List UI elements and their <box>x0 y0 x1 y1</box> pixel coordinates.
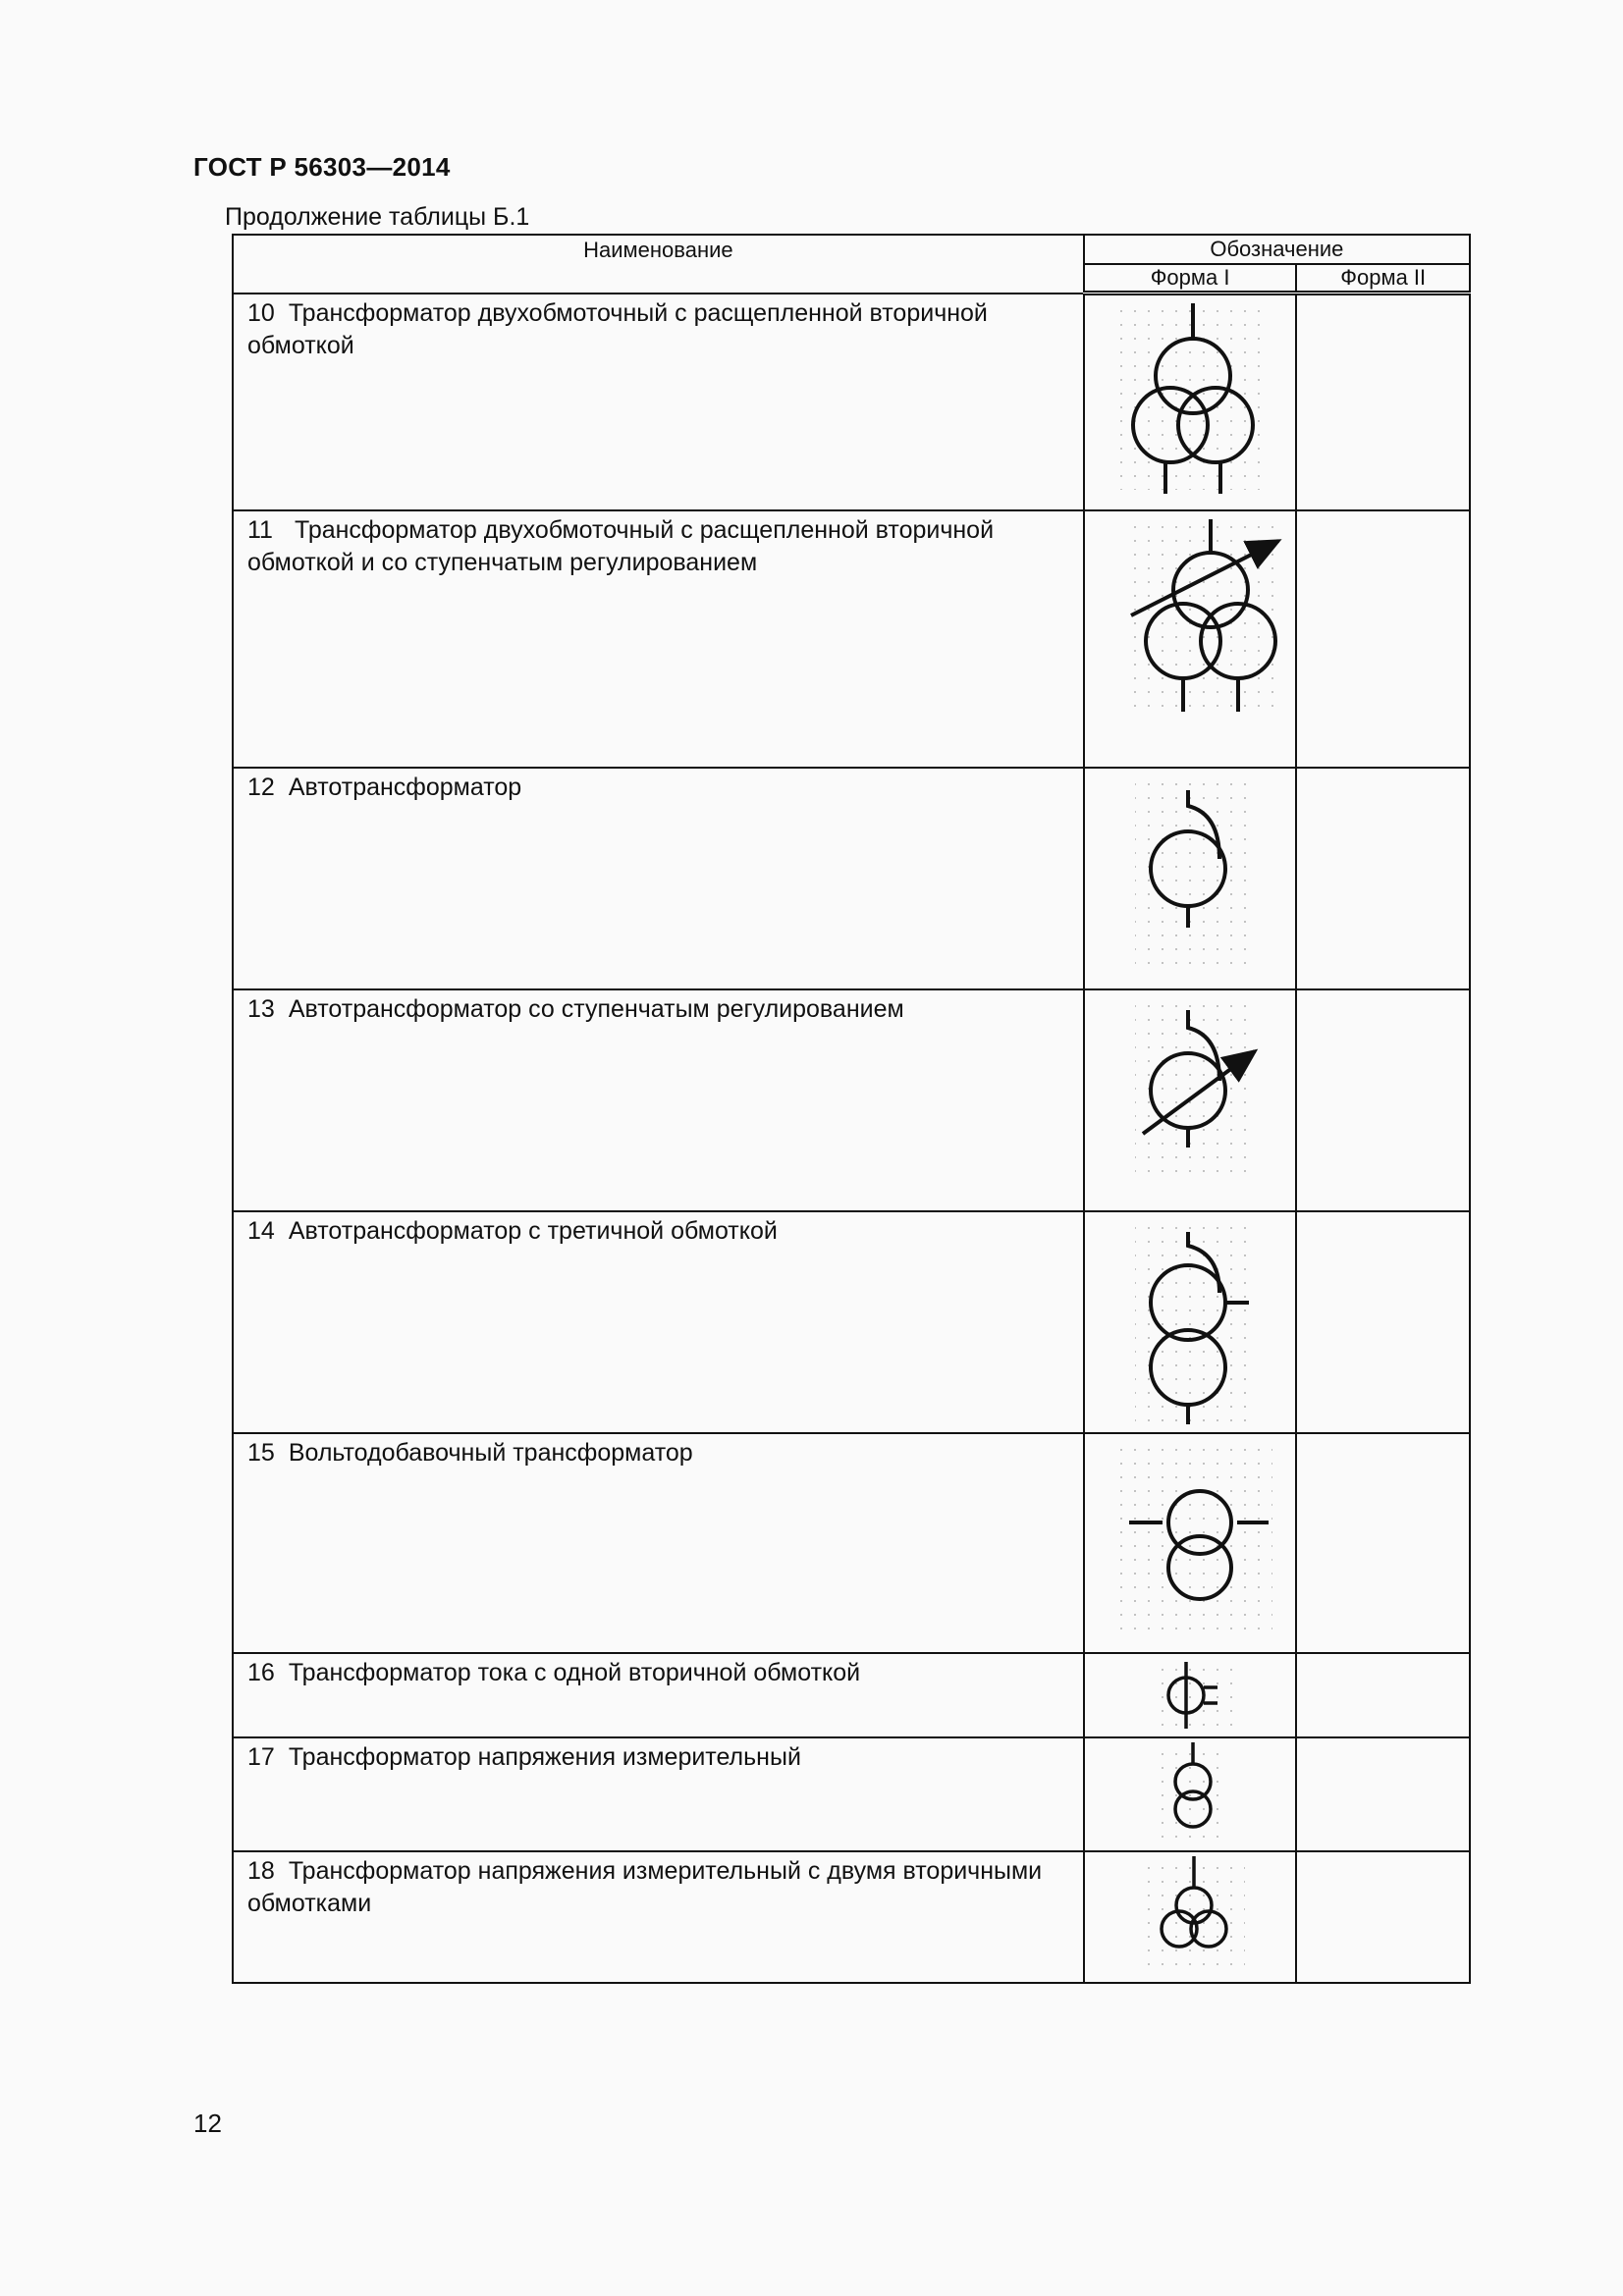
form2-cell <box>1296 1851 1470 1983</box>
row-name: Трансформатор тока с одной вторичной обмоткой <box>288 1658 861 1686</box>
row-name-cell <box>233 1653 1084 1737</box>
table-row <box>233 1851 1470 1983</box>
voltage-transformer-two-secondary-icon <box>1092 1852 1288 1978</box>
header-designation: Обозначение <box>1084 235 1470 264</box>
table-row <box>233 1737 1470 1851</box>
form1-symbol-cell <box>1084 510 1297 768</box>
split-secondary-transformer-icon <box>1092 295 1288 497</box>
form1-symbol-cell <box>1084 768 1297 989</box>
voltage-transformer-icon <box>1092 1738 1288 1848</box>
table-row <box>233 1211 1470 1433</box>
row-name: Автотрансформатор со ступенчатым регулированием <box>288 994 904 1023</box>
row-name: Трансформатор напряжения измерительный <box>288 1742 801 1771</box>
table-row <box>233 768 1470 989</box>
table-row <box>233 294 1470 510</box>
row-number: 14 <box>247 1216 275 1245</box>
row-name: Автотрансформатор <box>288 773 522 801</box>
form2-cell <box>1296 1211 1470 1433</box>
header-form2: Форма II <box>1296 264 1470 294</box>
form2-cell <box>1296 1737 1470 1851</box>
form2-cell <box>1296 768 1470 989</box>
table-row <box>233 989 1470 1211</box>
row-name-cell <box>233 989 1084 1211</box>
row-number: 13 <box>247 994 275 1023</box>
row-name-cell <box>233 1851 1084 1983</box>
symbols-table <box>232 234 1471 1984</box>
document-code: ГОСТ Р 56303—2014 <box>193 152 451 182</box>
table-row <box>233 510 1470 768</box>
current-transformer-icon <box>1092 1654 1288 1735</box>
form1-symbol-cell <box>1084 294 1297 510</box>
table-row <box>233 1433 1470 1653</box>
row-name: Трансформатор напряжения измерительный с двумя вторичными обмотками <box>247 1856 1043 1917</box>
row-name-cell <box>233 1211 1084 1433</box>
row-number: 18 <box>247 1856 275 1885</box>
row-number: 17 <box>247 1742 275 1771</box>
form1-symbol-cell <box>1084 1851 1297 1983</box>
row-name: Трансформатор двухобмоточный с расщепленной вторичной обмоткой <box>247 298 988 359</box>
form2-cell <box>1296 294 1470 510</box>
row-name-cell <box>233 768 1084 989</box>
row-number: 11 <box>247 515 273 544</box>
form2-cell <box>1296 1433 1470 1653</box>
autotransformer-icon <box>1092 769 1288 975</box>
row-name-cell <box>233 1433 1084 1653</box>
autotransformer-regulated-icon <box>1092 990 1288 1197</box>
form2-cell <box>1296 510 1470 768</box>
form2-cell <box>1296 989 1470 1211</box>
row-number: 16 <box>247 1658 275 1686</box>
booster-transformer-icon <box>1092 1434 1288 1648</box>
table-row <box>233 1653 1470 1737</box>
autotransformer-tertiary-icon <box>1092 1212 1288 1430</box>
row-name: Вольтодобавочный трансформатор <box>288 1438 693 1467</box>
row-name: Автотрансформатор с третичной обмоткой <box>288 1216 778 1245</box>
row-number: 10 <box>247 298 275 327</box>
row-number: 12 <box>247 773 275 801</box>
row-name-cell <box>233 510 1084 768</box>
header-form1: Форма I <box>1084 264 1297 294</box>
form1-symbol-cell <box>1084 1211 1297 1433</box>
row-name-cell <box>233 294 1084 510</box>
row-name-cell <box>233 1737 1084 1851</box>
split-secondary-transformer-regulated-icon <box>1092 511 1288 727</box>
row-name: Трансформатор двухобмоточный с расщепленной вторичной обмоткой и со ступенчатым регулированием <box>247 515 995 576</box>
table-caption: Продолжение таблицы Б.1 <box>225 203 530 231</box>
form1-symbol-cell <box>1084 1737 1297 1851</box>
form1-symbol-cell <box>1084 989 1297 1211</box>
header-name: Наименование <box>233 235 1084 294</box>
form1-symbol-cell <box>1084 1433 1297 1653</box>
form2-cell <box>1296 1653 1470 1737</box>
page-number: 12 <box>193 2109 222 2138</box>
row-number: 15 <box>247 1438 275 1467</box>
form1-symbol-cell <box>1084 1653 1297 1737</box>
